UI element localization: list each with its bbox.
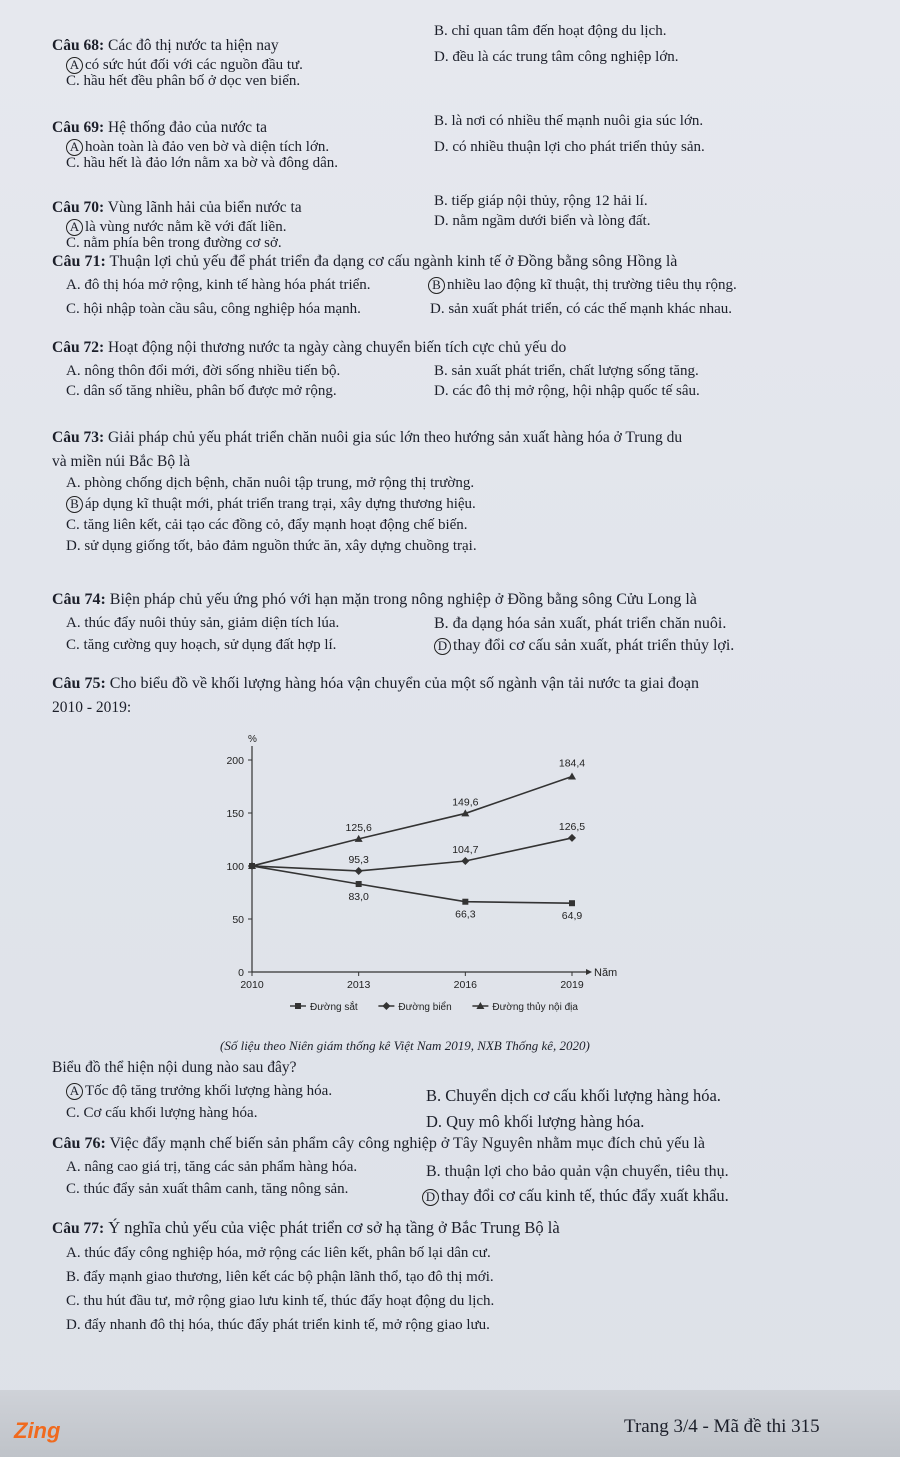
q74-number: Câu 74: — [52, 591, 106, 608]
transport-growth-chart — [210, 730, 630, 1030]
answer-circle-mark: B — [66, 496, 83, 513]
answer-circle-mark: A — [66, 219, 83, 236]
q76-stem: Việc đẩy mạnh chế biến sản phẩm cây công nghiệp ở Tây Nguyên nhằm mục đích chủ yếu là — [105, 1135, 705, 1152]
question-72 — [52, 338, 872, 402]
q73-number: Câu 73: — [52, 429, 105, 446]
q74-option-a: A. thúc đẩy nuôi thủy sản, giảm diện tích lúa. — [66, 615, 340, 631]
data-label: 149,6 — [452, 796, 479, 809]
q76-number: Câu 76: — [52, 1135, 106, 1152]
q71-stem: Thuận lợi chủ yếu để phát triển đa dạng cơ cấu ngành kinh tế ở Đồng bằng sông Hồng là — [105, 253, 678, 270]
data-label: 66,3 — [455, 908, 476, 921]
data-label: 95,3 — [348, 853, 369, 866]
q68-option-a-text: có sức hút đối với các nguồn đầu tư. — [85, 57, 303, 73]
q73-option-a: A. phòng chống dịch bệnh, chăn nuôi tập trung, mở rộng thị trường. — [66, 475, 475, 491]
question-71 — [52, 252, 872, 320]
q74-option-c: C. tăng cường quy hoạch, sử dụng đất hợp lí. — [66, 637, 337, 653]
data-point — [355, 867, 363, 875]
q73-option-b-text: áp dụng kĩ thuật mới, phát triển trang trại, xây dựng thương hiệu. — [85, 496, 476, 512]
q77-option-a: A. thúc đẩy công nghiệp hóa, mở rộng các liên kết, phân bố lại dân cư. — [66, 1245, 491, 1261]
q74-option-d-text: thay đổi cơ cấu sản xuất, phát triển thủy lợi. — [453, 637, 735, 654]
q73-option-d: D. sử dụng giống tốt, bảo đảm nguồn thức ăn, xây dựng chuồng trại. — [66, 538, 477, 554]
y-tick-label: 50 — [232, 914, 244, 926]
x-tick-label: 2019 — [560, 979, 584, 991]
q75-stem: Cho biểu đồ về khối lượng hàng hóa vận chuyển của một số ngành vận tải nước ta giai đoạn — [105, 675, 700, 692]
answer-circle-mark: B — [428, 277, 445, 294]
q77-option-c: C. thu hút đầu tư, mở rộng giao lưu kinh tế, thúc đẩy hoạt động du lịch. — [66, 1293, 495, 1309]
answer-circle-mark: D — [434, 638, 451, 655]
q74-stem: Biện pháp chủ yếu ứng phó với hạn mặn trong nông nghiệp ở Đồng bằng sông Cửu Long là — [105, 591, 697, 608]
q77-option-b: B. đẩy mạnh giao thương, liên kết các bộ phận lãnh thổ, tạo đô thị mới. — [66, 1269, 494, 1285]
q76-option-a: A. nâng cao giá trị, tăng các sản phẩm hàng hóa. — [66, 1159, 358, 1175]
q69-option-b: B. là nơi có nhiều thế mạnh nuôi gia súc lớn. — [434, 113, 704, 129]
q70-option-a-text: là vùng nước nằm kề với đất liền. — [85, 219, 287, 235]
legend-entry: Đường sắt — [310, 1002, 358, 1013]
q71-number: Câu 71: — [52, 253, 106, 270]
q75-option-d: D. Quy mô khối lượng hàng hóa. — [426, 1112, 645, 1131]
q72-option-c: C. dân số tăng nhiều, phân bố được mở rộng. — [66, 383, 337, 399]
x-axis-arrow — [586, 969, 592, 975]
x-tick-label: 2013 — [346, 979, 371, 991]
data-point — [568, 834, 576, 842]
q70-stem: Vùng lãnh hải của biển nước ta — [104, 199, 302, 216]
q70-option-d: D. nằm ngầm dưới biển và lòng đất. — [434, 213, 651, 229]
zing-logo: Zing — [14, 1418, 61, 1443]
q69-option-d: D. có nhiều thuận lợi cho phát triển thủy sản. — [434, 139, 705, 155]
q68-option-d: D. đều là các trung tâm công nghiệp lớn. — [434, 49, 679, 65]
q73-option-b — [52, 495, 872, 516]
y-tick-label: 200 — [226, 755, 244, 767]
q71-option-c: C. hội nhập toàn cầu sâu, công nghiệp hóa mạnh. — [66, 301, 361, 317]
q70-number: Câu 70: — [52, 199, 105, 216]
answer-circle-mark: D — [422, 1189, 439, 1206]
q76-option-c: C. thúc đẩy sản xuất thâm canh, tăng nông sản. — [66, 1181, 349, 1197]
q72-option-b: B. sản xuất phát triển, chất lượng sống tăng. — [434, 363, 699, 379]
y-axis-label: % — [248, 734, 257, 745]
question-73 — [52, 428, 872, 558]
data-label: 125,6 — [345, 821, 372, 834]
q75-number: Câu 75: — [52, 675, 106, 692]
q75-stem-line2: 2010 - 2019: — [52, 699, 132, 716]
q73-option-c: C. tăng liên kết, cải tạo các đồng cỏ, đẩy mạnh hoạt động chế biến. — [66, 517, 468, 533]
data-label: 184,4 — [558, 757, 586, 770]
y-tick-label: 0 — [238, 967, 244, 979]
page-footer: Trang 3/4 - Mã đề thi 315 — [624, 1416, 820, 1437]
x-axis-label: Năm — [594, 967, 618, 979]
series-line-2 — [252, 777, 572, 866]
q69-option-a-text: hoàn toàn là đảo ven bờ và diện tích lớn. — [85, 139, 330, 155]
q73-stem-line2: và miền núi Bắc Bộ là — [52, 453, 191, 470]
q69-option-c: C. hầu hết là đảo lớn nằm xa bờ và đông dân. — [66, 155, 339, 171]
data-label: 83,0 — [348, 891, 369, 904]
q75-option-a-text: Tốc độ tăng trưởng khối lượng hàng hóa. — [85, 1083, 333, 1099]
q75-option-c: C. Cơ cấu khối lượng hàng hóa. — [66, 1105, 258, 1121]
q68-number: Câu 68: — [52, 37, 105, 54]
q75-question: Biểu đồ thể hiện nội dung nào sau đây? — [52, 1059, 297, 1076]
q77-option-d: D. đẩy nhanh đô thị hóa, thúc đẩy phát triển kinh tế, mở rộng giao lưu. — [66, 1317, 490, 1333]
question-69 — [52, 113, 872, 178]
q72-option-a: A. nông thôn đổi mới, đời sống nhiều tiến bộ. — [66, 363, 341, 379]
legend-entry: Đường biển — [398, 1002, 452, 1013]
question-70 — [52, 193, 872, 258]
question-76 — [52, 1134, 872, 1205]
data-label: 104,7 — [452, 844, 479, 857]
data-point — [356, 881, 362, 887]
q75-option-b: B. Chuyển dịch cơ cấu khối lượng hàng hóa. — [426, 1086, 721, 1105]
q72-stem: Hoạt động nội thương nước ta ngày càng chuyển biến tích cực chủ yếu do — [104, 339, 567, 356]
answer-circle-mark: A — [66, 1083, 83, 1100]
q68-option-b: B. chỉ quan tâm đến hoạt động du lịch. — [434, 23, 667, 39]
q69-number: Câu 69: — [52, 119, 105, 136]
question-74 — [52, 590, 872, 656]
y-tick-label: 150 — [226, 808, 244, 820]
q75-option-a — [66, 1082, 332, 1101]
q72-option-d: D. các đô thị mở rộng, hội nhập quốc tế sâu. — [434, 383, 700, 399]
data-point — [569, 900, 575, 906]
q72-number: Câu 72: — [52, 339, 105, 356]
question-75-options — [52, 1058, 872, 1131]
answer-circle-mark: A — [66, 139, 83, 156]
question-77 — [52, 1218, 872, 1340]
legend-marker — [382, 1002, 390, 1010]
q76-option-d — [422, 1186, 729, 1206]
data-point — [461, 857, 469, 865]
q70-option-b: B. tiếp giáp nội thủy, rộng 12 hải lí. — [434, 193, 648, 209]
x-tick-label: 2016 — [453, 979, 478, 991]
question-75 — [52, 674, 872, 718]
x-tick-label: 2010 — [240, 979, 264, 991]
data-point — [568, 773, 576, 780]
data-label: 64,9 — [561, 910, 583, 923]
series-line-0 — [252, 866, 572, 903]
question-68 — [52, 23, 872, 96]
q74-option-b: B. đa dạng hóa sản xuất, phát triển chăn nuôi. — [434, 615, 727, 632]
q68-option-c: C. hầu hết đều phân bố ở dọc ven biển. — [66, 73, 301, 89]
chart-svg — [210, 730, 630, 1030]
q73-stem: Giải pháp chủ yếu phát triển chăn nuôi gia súc lớn theo hướng sản xuất hàng hóa ở Trung du — [104, 429, 683, 446]
q76-option-b: B. thuận lợi cho bảo quản vận chuyển, tiêu thụ. — [426, 1163, 729, 1180]
q70-option-c: C. nằm phía bên trong đường cơ sở. — [66, 235, 282, 251]
q77-number: Câu 77: — [52, 1220, 105, 1237]
data-label: 126,5 — [558, 820, 586, 833]
q71-option-d: D. sản xuất phát triển, có các thế mạnh khác nhau. — [430, 301, 732, 317]
legend-entry: Đường thủy nội địa — [492, 1002, 578, 1013]
chart-source: (Số liệu theo Niên giám thống kê Việt Nam 2019, NXB Thống kê, 2020) — [220, 1038, 590, 1053]
data-point — [462, 899, 468, 905]
q74-option-d — [434, 636, 734, 655]
q77-stem: Ý nghĩa chủ yếu của việc phát triển cơ sở hạ tầng ở Bắc Trung Bộ là — [104, 1218, 560, 1237]
q71-option-a: A. đô thị hóa mở rộng, kinh tế hàng hóa phát triển. — [66, 277, 371, 293]
q69-stem: Hệ thống đảo của nước ta — [104, 119, 268, 136]
q71-option-b — [428, 276, 737, 295]
y-tick-label: 100 — [226, 861, 244, 873]
q76-option-d-text: thay đổi cơ cấu kinh tế, thúc đẩy xuất khẩu. — [441, 1186, 729, 1205]
legend-marker — [295, 1003, 301, 1009]
q71-option-b-text: nhiều lao động kĩ thuật, thị trường tiêu thụ rộng. — [447, 277, 737, 293]
answer-circle-mark: A — [66, 57, 83, 74]
q68-stem: Các đô thị nước ta hiện nay — [104, 37, 279, 54]
